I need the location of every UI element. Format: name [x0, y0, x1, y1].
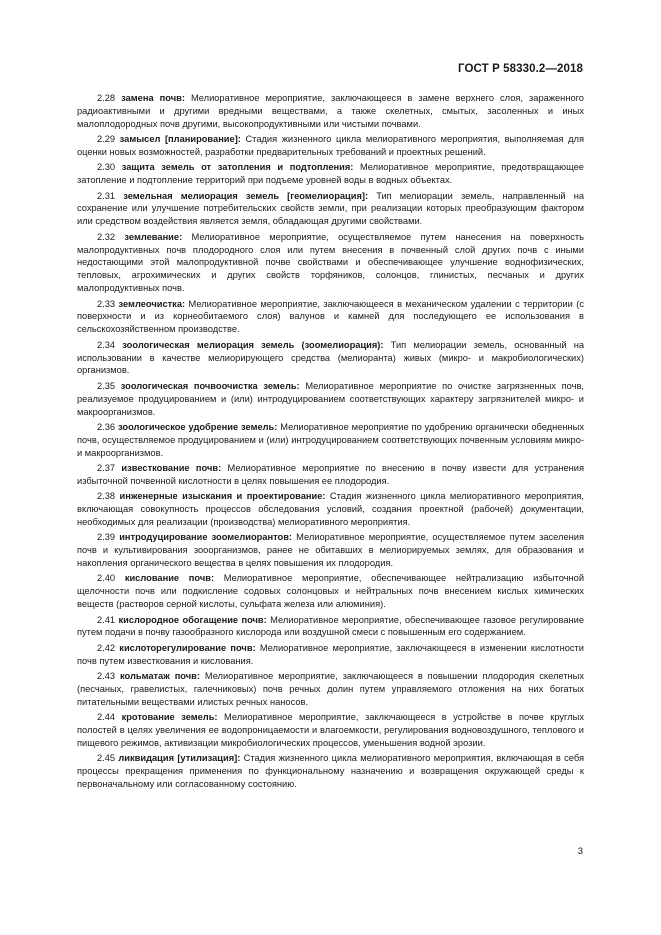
entry-number: 2.32 — [97, 231, 116, 242]
entry-text: Мелиоративное мероприятие, заключающееся в устройстве в почве круглых полостей в целях увеличения ее водопроницаемости и влагоемкости, регулирования водновоздушного, теплового и пищевого режимов, активизации микробиологических процессов, уменьшения водной эрозии. — [77, 712, 584, 748]
entry-term: известкование почв: — [121, 462, 222, 473]
entry-number: 2.44 — [97, 712, 116, 723]
entry-number: 2.29 — [97, 134, 116, 145]
entry-term: зоологическая почвоочистка земель: — [120, 380, 300, 391]
definition-entry — [77, 92, 584, 131]
entry-number: 2.38 — [97, 491, 116, 502]
entry-term: кислородное обогащение почв: — [118, 614, 267, 625]
definition-entry — [77, 752, 584, 791]
entry-number: 2.42 — [97, 642, 116, 653]
entry-text: Мелиоративное мероприятие, осуществляемое путем заселения почв и культивирования зооорганизмов, ранее не обитавших в мелиорируемых землях, для образования и накопления органического вещества в целях повышения их плодородия. — [77, 532, 584, 569]
entry-term: интродуцирование зоомелиорантов: — [119, 532, 293, 543]
entry-number: 2.45 — [97, 753, 116, 764]
definition-entry — [77, 161, 584, 187]
entry-text: Мелиоративное мероприятие, заключающееся в замене верхнего слоя, зараженного радиоактивными и другими вредными веществами, а также скелетных, смытых, засоленных и иных малоплодородных почв другими, высокопродуктивными или чистыми почвами. — [77, 93, 584, 129]
entry-term: зоологическая мелиорация земель (зоомелиорация): — [122, 339, 384, 350]
definition-entry — [77, 133, 584, 159]
definition-entry — [77, 339, 584, 378]
entry-text: Стадия жизненного цикла мелиоративного мероприятия, включающая в себя процессы прекращения применения по функциональному назначению и возвращения окружающей среды к первоначальному или согласованному состоянию. — [77, 753, 584, 789]
entry-number: 2.34 — [97, 339, 116, 350]
entry-term: инженерные изыскания и проектирование: — [119, 491, 326, 502]
definition-entry — [77, 231, 584, 296]
definition-entry — [77, 711, 584, 750]
definition-entry — [77, 670, 584, 709]
definition-entry — [77, 190, 584, 229]
definition-entry — [77, 298, 584, 337]
entry-text: Мелиоративное мероприятие, осуществляемое путем нанесения на поверхность малопродуктивных почв плодородного слоя или путем внесения в почвенный слой других почв с иными недостающими этой малопродуктивной почве свойствами и обеспечивающее улучшение воднофизических, тепловых, агрохимических и других свойств торфяников, солонцов, глинистых, песчаных и других малопродуктивных почв. — [77, 231, 584, 294]
definition-entry — [77, 421, 584, 460]
entry-term: замысел [планирование]: — [119, 134, 241, 145]
entry-term: землеочистка: — [118, 298, 186, 309]
entry-number: 2.41 — [97, 614, 116, 625]
entry-number: 2.31 — [97, 190, 116, 201]
entry-text: Мелиоративное мероприятие, обеспечивающее нейтрализацию избыточной щелочности почв или подкисление содовых солонцовых и нейтральных почв внесением кислых химических веществ (растворов серной кислоты, сульфата железа или алюминия). — [77, 573, 585, 610]
entry-number: 2.28 — [97, 93, 116, 103]
entry-text: Стадия жизненного цикла мелиоративного мероприятия, включающая совокупность процессов обследования условий, создания проектной (рабочей) документации, необходимых для реализации (производства) мелиоративного мероприятия. — [77, 491, 584, 527]
entry-number: 2.33 — [97, 298, 116, 309]
entry-number: 2.36 — [97, 421, 116, 432]
entry-number: 2.30 — [97, 162, 116, 173]
entry-number: 2.37 — [97, 462, 116, 473]
entry-text: Мелиоративное мероприятие по внесению в почву извести для устранения избыточной почвенной кислотности в целях повышения ее плодородия. — [77, 462, 584, 486]
definition-entry — [77, 642, 584, 668]
entry-text: Мелиоративное мероприятие по удобрению органически обедненных почв, осуществляемое продуцированием и (или) интродуцированием соответствующих почвенным условиям микро- и макроорганизмов. — [77, 421, 585, 458]
entry-text: Мелиоративное мероприятие, обеспечивающее газовое регулирование путем подачи в почву газообразного кислорода или воздушной смеси с повышенным его содержанием. — [77, 614, 585, 638]
definition-entry — [77, 462, 584, 488]
entry-term: землевание: — [124, 231, 183, 242]
entry-text: Мелиоративное мероприятие, предотвращающее затопление и подтопление территорий при подъеме уровней воды в водных объектах. — [77, 162, 584, 186]
definition-entry — [77, 531, 584, 570]
entry-text: Мелиоративное мероприятие, заключающееся в механическом удалении с территории (с поверхности и из корнеобитаемого слоя) валунов и камней для последующего ее использования в сельскохозяйственном производстве. — [77, 298, 584, 335]
entry-number: 2.40 — [97, 573, 116, 584]
entry-number: 2.43 — [97, 670, 116, 681]
entry-term: кротование земель: — [121, 712, 218, 723]
standard-code-header: ГОСТ Р 58330.2—2018 — [458, 63, 583, 75]
entry-text: Мелиоративное мероприятие по очистке загрязненных почв, реализуемое продуцированием и (или) интродуцированием соответствующих характеру загрязнителей микро- и макроорганизмов. — [77, 380, 584, 417]
entry-term: зоологическое удобрение земель: — [118, 421, 278, 432]
entry-text: Тип мелиорации земель, основанный на использовании в качестве мелиорирующего средства (мелиоранта) живых (микро- и макробиологических) организмов. — [77, 339, 584, 376]
entry-text: Мелиоративное мероприятие, заключающееся в изменении кислотности почв путем известкования и кислования. — [77, 642, 584, 666]
entry-term: кольматаж почв: — [119, 670, 200, 681]
entry-term: кислоторегулирование почв: — [119, 642, 256, 653]
entry-text: Тип мелиорации земель, направленный на сохранение или улучшение потребительских свойств земли, при реализации которых преобразующим фактором или средством воздействия является земля, обладающая другими свойствами. — [77, 190, 584, 227]
definitions-list — [77, 92, 584, 793]
entry-term: кислование почв: — [124, 573, 215, 584]
definition-entry — [77, 380, 584, 419]
definition-entry — [77, 490, 584, 529]
page-number: 3 — [577, 846, 583, 857]
definition-entry — [77, 572, 584, 611]
entry-term: ликвидация [утилизация]: — [118, 753, 241, 764]
entry-term: замена почв: — [121, 93, 185, 103]
entry-term: защита земель от затопления и подтопления: — [121, 162, 354, 173]
entry-text: Стадия жизненного цикла мелиоративного мероприятия, выполняемая для оценки новых возможностей, разработки предварительных требований и проектных решений. — [77, 134, 585, 158]
entry-number: 2.39 — [97, 532, 116, 543]
definition-entry — [77, 614, 584, 640]
entry-term: земельная мелиорация земель [геомелиорация]: — [123, 190, 369, 201]
entry-number: 2.35 — [97, 380, 116, 391]
entry-text: Мелиоративное мероприятие, заключающееся в повышении плодородия скелетных (песчаных, гравелистых, галечниковых) почв речных долин путем управляемого отложения на них богатых питательными веществами илистых речных наносов. — [77, 670, 584, 707]
